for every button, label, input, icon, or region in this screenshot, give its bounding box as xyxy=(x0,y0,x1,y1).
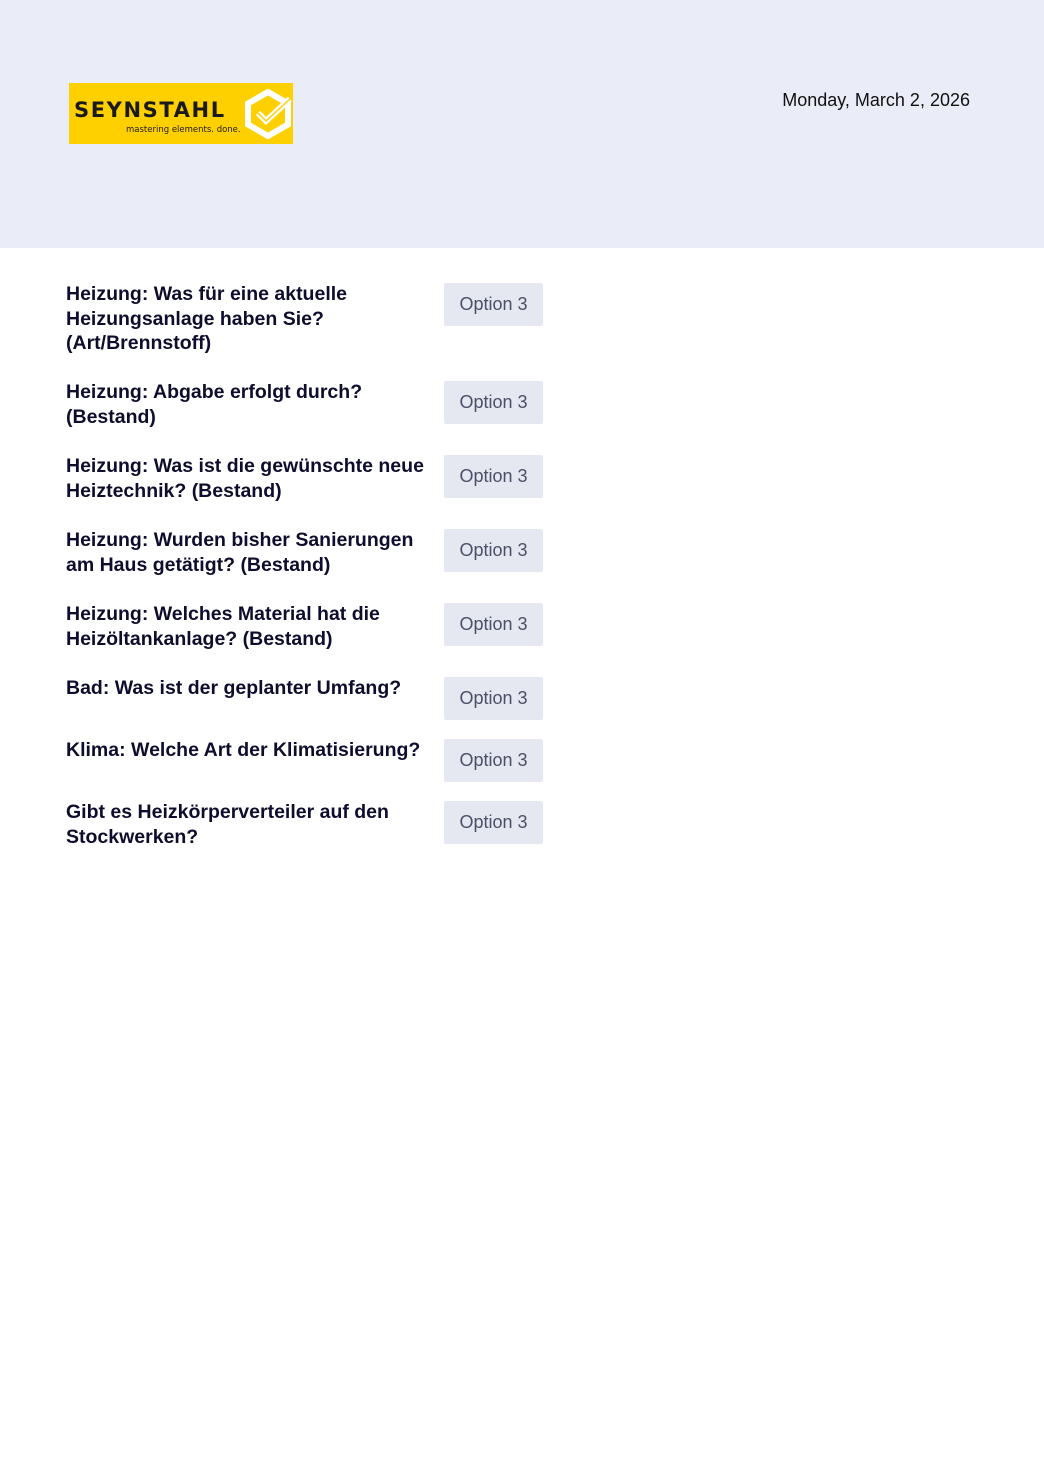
answer-badge: Option 3 xyxy=(444,603,543,646)
question-row xyxy=(66,603,546,663)
answer-badge: Option 3 xyxy=(444,455,543,498)
question-text: Heizung: Was für eine aktuelle Heizungsanlage haben Sie? (Art/Brennstoff) xyxy=(66,283,347,354)
question-row xyxy=(66,677,546,725)
questionnaire-list xyxy=(66,283,546,875)
question-row xyxy=(66,283,546,367)
answer-badge: Option 3 xyxy=(444,529,543,572)
question-row xyxy=(66,739,546,787)
answer-badge: Option 3 xyxy=(444,677,543,720)
report-date: Monday, March 2, 2026 xyxy=(782,90,970,110)
question-text: Heizung: Was ist die gewünschte neue Heiztechnik? (Bestand) xyxy=(66,455,424,502)
question-text: Heizung: Abgabe erfolgt durch? (Bestand) xyxy=(66,381,363,428)
company-logo xyxy=(69,83,293,144)
question-row xyxy=(66,455,546,515)
question-row xyxy=(66,801,546,861)
question-text: Heizung: Welches Material hat die Heizöltankanlage? (Bestand) xyxy=(66,603,380,650)
answer-badge: Option 3 xyxy=(444,283,543,326)
question-text: Heizung: Wurden bisher Sanierungen am Haus getätigt? (Bestand) xyxy=(66,529,414,576)
logo-tagline: mastering elements. done. xyxy=(126,125,241,135)
question-row xyxy=(66,381,546,441)
answer-badge: Option 3 xyxy=(444,801,543,844)
question-row xyxy=(66,529,546,589)
question-text: Klima: Welche Art der Klimatisierung? xyxy=(66,739,421,761)
page-header xyxy=(0,0,1044,248)
answer-badge: Option 3 xyxy=(444,739,543,782)
logo-name: SEYNSTAHL xyxy=(74,98,226,122)
answer-badge: Option 3 xyxy=(444,381,543,424)
question-text: Bad: Was ist der geplanter Umfang? xyxy=(66,677,402,699)
question-text: Gibt es Heizkörperverteiler auf den Stockwerken? xyxy=(66,801,389,848)
logo-mark-icon xyxy=(244,89,292,139)
